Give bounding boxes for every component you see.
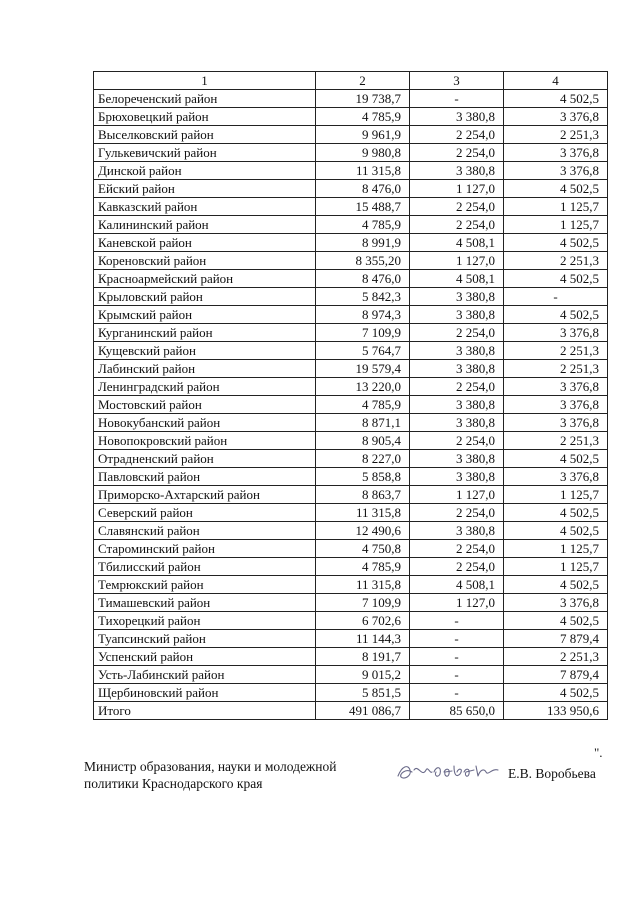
table-row [94, 486, 608, 504]
district-name-cell: Усть-Лабинский район [94, 666, 316, 684]
amount-cell-col-2: 9 980,8 [316, 144, 410, 162]
amount-cell-col-2: 5 842,3 [316, 288, 410, 306]
district-name-cell: Новокубанский район [94, 414, 316, 432]
amount-cell-col-2: 5 851,5 [316, 684, 410, 702]
district-name-cell: Туапсинский район [94, 630, 316, 648]
table-total-row [94, 702, 608, 720]
district-name-cell: Кавказский район [94, 198, 316, 216]
district-name-cell: Лабинский район [94, 360, 316, 378]
amount-cell-col-2: 15 488,7 [316, 198, 410, 216]
amount-cell-col-2: 19 738,7 [316, 90, 410, 108]
amount-cell-col-2: 4 785,9 [316, 396, 410, 414]
column-header: 4 [504, 72, 608, 90]
amount-cell-col-2: 7 109,9 [316, 324, 410, 342]
amount-cell-col-3: 1 127,0 [410, 252, 504, 270]
amount-cell-col-2: 8 227,0 [316, 450, 410, 468]
district-name-cell: Итого [94, 702, 316, 720]
amount-cell-col-4: 4 502,5 [504, 270, 608, 288]
amount-cell-col-3: 3 380,8 [410, 306, 504, 324]
table-row [94, 324, 608, 342]
district-name-cell: Темрюкский район [94, 576, 316, 594]
district-name-cell: Павловский район [94, 468, 316, 486]
district-name-cell: Славянский район [94, 522, 316, 540]
amount-cell-col-2: 8 991,9 [316, 234, 410, 252]
amount-cell-col-2: 13 220,0 [316, 378, 410, 396]
amount-cell-col-2: 4 785,9 [316, 558, 410, 576]
amount-cell-col-3: 2 254,0 [410, 558, 504, 576]
amount-cell-col-2: 19 579,4 [316, 360, 410, 378]
amount-cell-col-3: 2 254,0 [410, 504, 504, 522]
amount-cell-col-4: 3 376,8 [504, 324, 608, 342]
closing-quote-mark: ". [594, 745, 603, 760]
amount-cell-col-3: 1 127,0 [410, 180, 504, 198]
amount-cell-col-4: 3 376,8 [504, 108, 608, 126]
table-row [94, 594, 608, 612]
amount-cell-col-3: 2 254,0 [410, 216, 504, 234]
table-row [94, 234, 608, 252]
amount-cell-col-3: 3 380,8 [410, 342, 504, 360]
district-name-cell: Мостовский район [94, 396, 316, 414]
amount-cell-col-2: 11 315,8 [316, 504, 410, 522]
amount-cell-col-2: 11 315,8 [316, 576, 410, 594]
district-name-cell: Динской район [94, 162, 316, 180]
table-body [94, 90, 608, 720]
table-row [94, 540, 608, 558]
table-row [94, 162, 608, 180]
table-row [94, 450, 608, 468]
amount-cell-col-3: 3 380,8 [410, 162, 504, 180]
district-name-cell: Ейский район [94, 180, 316, 198]
district-name-cell: Кущевский район [94, 342, 316, 360]
amount-cell-col-4: 2 251,3 [504, 648, 608, 666]
amount-cell-col-2: 11 315,8 [316, 162, 410, 180]
amount-cell-col-4: 4 502,5 [504, 612, 608, 630]
amount-cell-col-2: 8 191,7 [316, 648, 410, 666]
table-row [94, 378, 608, 396]
amount-cell-col-2: 8 355,20 [316, 252, 410, 270]
amount-cell-col-4: 4 502,5 [504, 180, 608, 198]
table-row [94, 414, 608, 432]
amount-cell-col-3: 2 254,0 [410, 540, 504, 558]
amount-cell-col-3: - [410, 630, 504, 648]
amount-cell-col-4: 2 251,3 [504, 126, 608, 144]
amount-cell-col-3: 2 254,0 [410, 432, 504, 450]
amount-cell-col-2: 6 702,6 [316, 612, 410, 630]
amount-cell-col-4: 1 125,7 [504, 216, 608, 234]
district-name-cell: Тихорецкий район [94, 612, 316, 630]
amount-cell-col-4: 7 879,4 [504, 630, 608, 648]
amount-cell-col-4: 133 950,6 [504, 702, 608, 720]
amount-cell-col-4: 3 376,8 [504, 162, 608, 180]
amount-cell-col-2: 8 974,3 [316, 306, 410, 324]
amount-cell-col-2: 11 144,3 [316, 630, 410, 648]
amount-cell-col-3: 3 380,8 [410, 468, 504, 486]
signatory-title [84, 758, 336, 792]
amount-cell-col-3: 2 254,0 [410, 144, 504, 162]
table-row [94, 630, 608, 648]
table-row [94, 468, 608, 486]
amount-cell-col-3: - [410, 684, 504, 702]
amount-cell-col-2: 8 871,1 [316, 414, 410, 432]
amount-cell-col-3: 1 127,0 [410, 594, 504, 612]
amount-cell-col-4: 3 376,8 [504, 468, 608, 486]
district-name-cell: Тимашевский район [94, 594, 316, 612]
signatory-title-line-2: политики Краснодарского края [84, 776, 263, 791]
district-name-cell: Северский район [94, 504, 316, 522]
district-name-cell: Приморско-Ахтарский район [94, 486, 316, 504]
district-name-cell: Староминский район [94, 540, 316, 558]
district-name-cell: Белореченский район [94, 90, 316, 108]
district-name-cell: Каневской район [94, 234, 316, 252]
amount-cell-col-3: 3 380,8 [410, 360, 504, 378]
amount-cell-col-4: 4 502,5 [504, 306, 608, 324]
amount-cell-col-4: 3 376,8 [504, 414, 608, 432]
amount-cell-col-4: 1 125,7 [504, 486, 608, 504]
amount-cell-col-4: 3 376,8 [504, 144, 608, 162]
table-row [94, 576, 608, 594]
table-row [94, 522, 608, 540]
amount-cell-col-4: 4 502,5 [504, 504, 608, 522]
amount-cell-col-3: 3 380,8 [410, 108, 504, 126]
amount-cell-col-3: - [410, 90, 504, 108]
amount-cell-col-2: 8 905,4 [316, 432, 410, 450]
table-row [94, 288, 608, 306]
table-row [94, 252, 608, 270]
amount-cell-col-4: - [504, 288, 608, 306]
district-name-cell: Отрадненский район [94, 450, 316, 468]
district-name-cell: Щербиновский район [94, 684, 316, 702]
amount-cell-col-4: 7 879,4 [504, 666, 608, 684]
amount-cell-col-2: 12 490,6 [316, 522, 410, 540]
table-row [94, 648, 608, 666]
table-row [94, 216, 608, 234]
amount-cell-col-4: 4 502,5 [504, 450, 608, 468]
column-header: 2 [316, 72, 410, 90]
amount-cell-col-3: 3 380,8 [410, 414, 504, 432]
table-row [94, 144, 608, 162]
amount-cell-col-4: 3 376,8 [504, 396, 608, 414]
amount-cell-col-3: 4 508,1 [410, 234, 504, 252]
table-row [94, 180, 608, 198]
table-row [94, 198, 608, 216]
amount-cell-col-3: - [410, 666, 504, 684]
table-row [94, 360, 608, 378]
column-header: 3 [410, 72, 504, 90]
amount-cell-col-3: 3 380,8 [410, 522, 504, 540]
amount-cell-col-3: - [410, 612, 504, 630]
amount-cell-col-2: 7 109,9 [316, 594, 410, 612]
table-row [94, 558, 608, 576]
district-name-cell: Кореновский район [94, 252, 316, 270]
amount-cell-col-3: 3 380,8 [410, 288, 504, 306]
amount-cell-col-3: 4 508,1 [410, 576, 504, 594]
amount-cell-col-3: 2 254,0 [410, 324, 504, 342]
amount-cell-col-4: 1 125,7 [504, 540, 608, 558]
amount-cell-col-3: 4 508,1 [410, 270, 504, 288]
district-name-cell: Ленинградский район [94, 378, 316, 396]
column-header: 1 [94, 72, 316, 90]
amount-cell-col-4: 2 251,3 [504, 252, 608, 270]
district-name-cell: Новопокровский район [94, 432, 316, 450]
amount-cell-col-3: 2 254,0 [410, 378, 504, 396]
amount-cell-col-2: 8 476,0 [316, 180, 410, 198]
table-row [94, 432, 608, 450]
district-name-cell: Крыловский район [94, 288, 316, 306]
amount-cell-col-2: 4 785,9 [316, 108, 410, 126]
amount-cell-col-2: 4 785,9 [316, 216, 410, 234]
amount-cell-col-4: 4 502,5 [504, 522, 608, 540]
amount-cell-col-3: 3 380,8 [410, 396, 504, 414]
district-name-cell: Крымский район [94, 306, 316, 324]
table-row [94, 306, 608, 324]
amount-cell-col-2: 9 961,9 [316, 126, 410, 144]
table-row [94, 684, 608, 702]
amount-cell-col-2: 8 863,7 [316, 486, 410, 504]
amount-cell-col-4: 2 251,3 [504, 342, 608, 360]
amount-cell-col-3: 2 254,0 [410, 126, 504, 144]
signatory-title-line-1: Министр образования, науки и молодежной [84, 759, 337, 774]
table-header-row [94, 72, 608, 90]
table-row [94, 342, 608, 360]
table-row [94, 504, 608, 522]
amount-cell-col-3: 85 650,0 [410, 702, 504, 720]
amount-cell-col-4: 4 502,5 [504, 684, 608, 702]
allocation-table [93, 71, 608, 720]
table-row [94, 108, 608, 126]
table-row [94, 396, 608, 414]
district-name-cell: Красноармейский район [94, 270, 316, 288]
amount-cell-col-2: 491 086,7 [316, 702, 410, 720]
district-name-cell: Выселковский район [94, 126, 316, 144]
amount-cell-col-3: 3 380,8 [410, 450, 504, 468]
amount-cell-col-4: 2 251,3 [504, 432, 608, 450]
amount-cell-col-2: 5 858,8 [316, 468, 410, 486]
amount-cell-col-2: 4 750,8 [316, 540, 410, 558]
table-row [94, 90, 608, 108]
amount-cell-col-3: 2 254,0 [410, 198, 504, 216]
amount-cell-col-3: 1 127,0 [410, 486, 504, 504]
amount-cell-col-4: 2 251,3 [504, 360, 608, 378]
district-name-cell: Калининский район [94, 216, 316, 234]
signer-name: Е.В. Воробьева [508, 766, 596, 781]
amount-cell-col-4: 4 502,5 [504, 90, 608, 108]
district-name-cell: Успенский район [94, 648, 316, 666]
amount-cell-col-2: 9 015,2 [316, 666, 410, 684]
amount-cell-col-4: 3 376,8 [504, 378, 608, 396]
district-name-cell: Тбилисский район [94, 558, 316, 576]
table-row [94, 270, 608, 288]
amount-cell-col-4: 4 502,5 [504, 234, 608, 252]
amount-cell-col-4: 1 125,7 [504, 558, 608, 576]
table-row [94, 612, 608, 630]
amount-cell-col-2: 5 764,7 [316, 342, 410, 360]
amount-cell-col-4: 3 376,8 [504, 594, 608, 612]
district-name-cell: Гулькевичский район [94, 144, 316, 162]
amount-cell-col-4: 4 502,5 [504, 576, 608, 594]
district-name-cell: Курганинский район [94, 324, 316, 342]
amount-cell-col-2: 8 476,0 [316, 270, 410, 288]
district-name-cell: Брюховецкий район [94, 108, 316, 126]
table-row [94, 666, 608, 684]
handwritten-signature [394, 758, 502, 786]
amount-cell-col-3: - [410, 648, 504, 666]
table-row [94, 126, 608, 144]
amount-cell-col-4: 1 125,7 [504, 198, 608, 216]
